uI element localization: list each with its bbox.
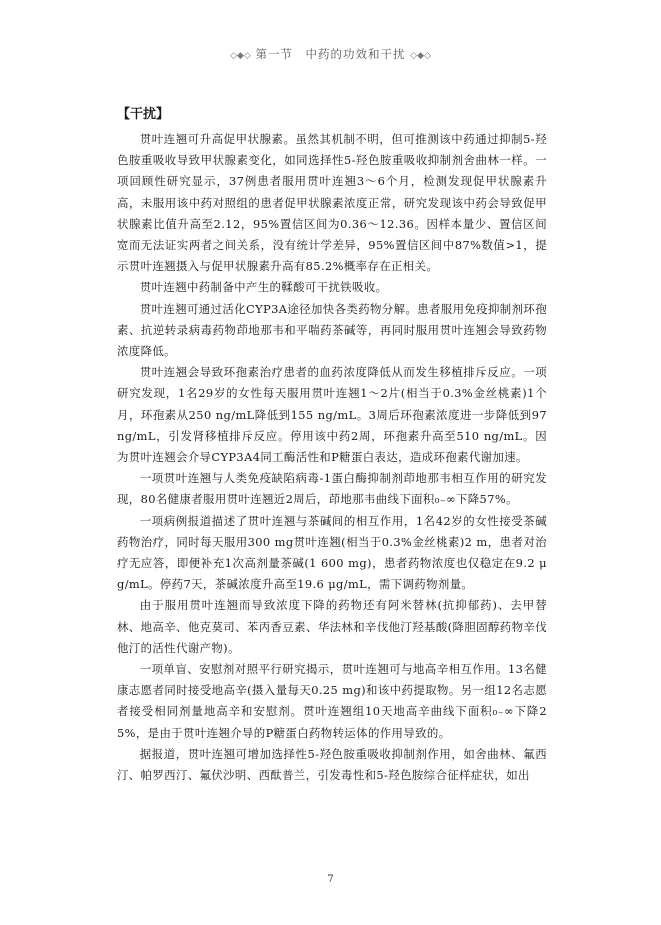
paragraph-ssri: 据报道，贯叶连翘可增加选择性5-羟色胺重吸收抑制剂作用，如舍曲林、氟西汀、帕罗西汀、氟伏沙明、西酞普兰，引发毒性和5-羟色胺综合征样症状，如出 (117, 746, 547, 783)
page-number: 7 (327, 874, 334, 885)
paragraph-other-drugs: 由于服用贯叶连翘而导致浓度下降的药物还有阿米替林(抗抑郁药)、去甲替林、地高辛、他克莫司、苯丙香豆素、华法林和辛伐他汀羟基酸(降胆固醇药物辛伐他汀的活性代谢产物)。 (117, 598, 547, 655)
paragraph-iron: 贯叶连翘中药制备中产生的鞣酸可干扰铁吸收。 (139, 280, 388, 295)
running-header (0, 46, 661, 62)
paragraph-tsh: 贯叶连翘可升高促甲状腺素。虽然其机制不明，但可推测该中药通过抑制5-羟色胺重吸收导致甲状腺素变化，如同选择性5-羟色胺重吸收抑制剂舍曲林一样。一项回顾性研究显示，37例患者服用贯叶连翘3～6个月，检测发现促甲状腺素升高，未服用该中药对照组的患者促甲状腺素浓度正常，研究发现该中药会导致促甲状腺素比值升高至2.12，95%置信区间为0.36～12.36。因样本量少、置信区间宽而无法证实两者之间关系，没有统计学差异，95%置信区间中87%数值>1，提示贯叶连翘摄入与促甲状腺素升高有85.2%概率存在正相关。 (117, 132, 547, 274)
paragraph-digoxin: 一项单盲、安慰剂对照平行研究揭示，贯叶连翘可与地高辛相互作用。13名健康志愿者同时接受地高辛(摄入量每天0.25 mg)和该中药提取物。另一组12名志愿者接受相同剂量地高辛和安慰剂。贯叶连翘组10天地高辛曲线下面积₀₋∞下降25%，是由于贯叶连翘介导的P糖蛋白药物转运体的作用导致的。 (117, 662, 547, 740)
paragraph-indinavir: 一项贯叶连翘与人类免疫缺陷病毒-1蛋白酶抑制剂茚地那韦相互作用的研究发现，80名健康者服用贯叶连翘近2周后，茚地那韦曲线下面积₀₋∞下降57%。 (117, 471, 547, 507)
paragraph-cyp3a: 贯叶连翘可通过活化CYP3A途径加快各类药物分解。患者服用免疫抑制剂环孢素、抗逆转录病毒药物茚地那韦和平喘药茶碱等，再同时服用贯叶连翘会导致药物浓度降低。 (117, 301, 547, 359)
paragraph-cyclosporine: 贯叶连翘会导致环孢素治疗患者的血药浓度降低从而发生移植排斥反应。一项研究发现，1名29岁的女性每天服用贯叶连翘1～2片(相当于0.3%金丝桃素)1个月，环孢素从250 ng/mL降低到155 ng/mL。3周后环孢素浓度进一步降低到97 ng/mL，引发肾移植排斥反应。停用该中药2周，环孢素升高至510 ng/mL。因为贯叶连翘会介导CYP3A4同工酶活性和P糖蛋白表达，造成环孢素代谢加速。 (117, 365, 547, 465)
page-body (117, 106, 547, 786)
header-ornament-left: ◇◆◇ (230, 51, 251, 61)
header-title: 第一节 中药的功效和干扰 (255, 47, 406, 61)
header-ornament-right: ◇◆◇ (410, 51, 431, 61)
section-heading: 【干扰】 (117, 107, 170, 122)
paragraph-theophylline: 一项病例报道描述了贯叶连翘与茶碱间的相互作用，1名42岁的女性接受茶碱药物治疗，同时每天服用300 mg贯叶连翘(相当于0.3%金丝桃素)2 m，患者对治疗无应答，即便补充1次高剂量茶碱(1 600 mg)，患者药物浓度也仅稳定在9.2 μg/mL。停药7天，茶碱浓度升高至19.6 μg/mL，需下调药物剂量。 (117, 513, 547, 592)
